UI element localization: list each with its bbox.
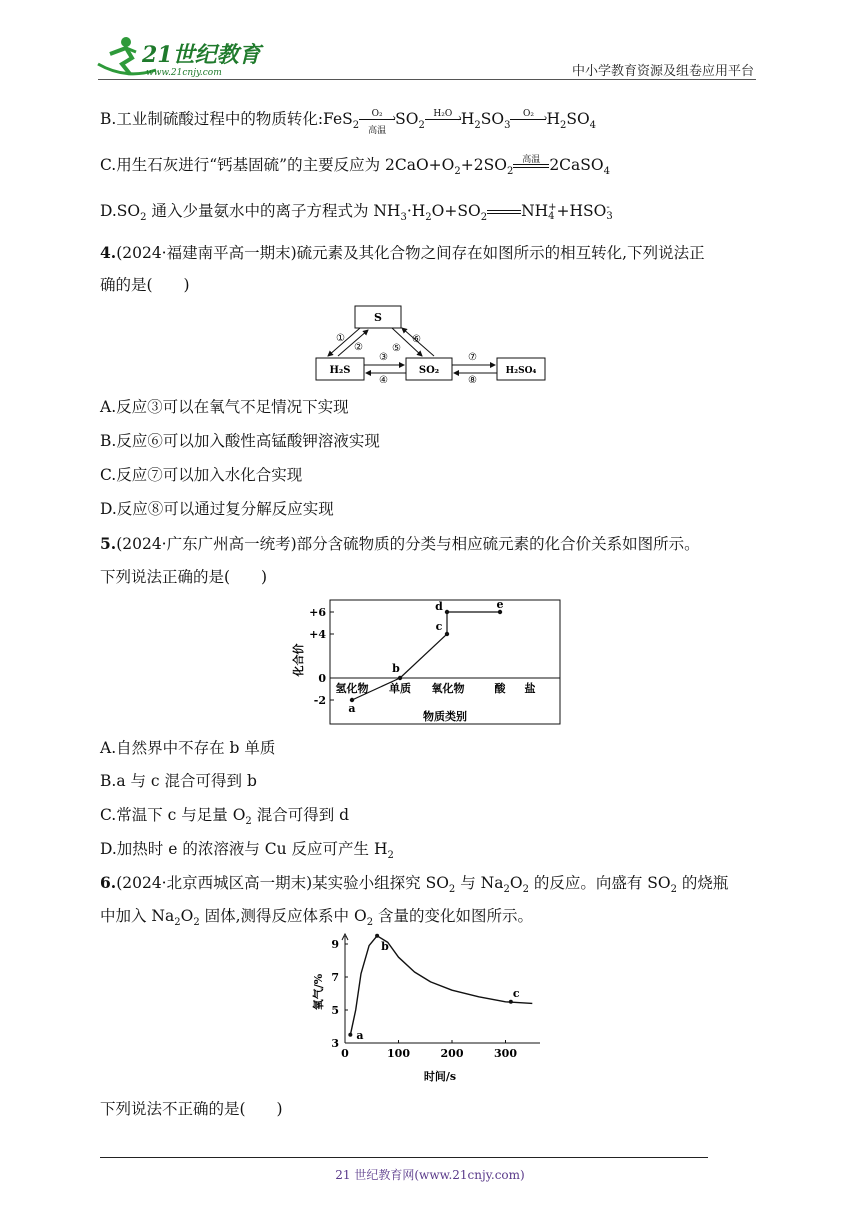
chart2-xlabel: 时间/s — [423, 1070, 457, 1083]
chart2-ylabel: 氧气/% — [312, 973, 325, 1011]
label-7: ⑦ — [468, 352, 477, 363]
chart1-category-label: 盐 — [524, 682, 536, 695]
q4-option-b: B.反应⑥可以加入酸性高锰酸钾溶液实现 — [100, 432, 380, 450]
arrow-o2-high-temp: O₂ › 高温 — [359, 109, 395, 131]
label-1: ① — [336, 333, 345, 344]
label-6: ⑥ — [412, 334, 421, 345]
label-3: ③ — [379, 352, 388, 363]
node-h2s-label: H₂S — [329, 365, 351, 376]
chart1-point-label: d — [435, 600, 443, 613]
chart1-xlabel: 物质类别 — [423, 710, 467, 723]
label-5: ⑤ — [392, 343, 401, 354]
chart2-xtick-label: 0 — [341, 1047, 349, 1060]
chart2-point-label: c — [512, 986, 520, 1000]
chart1-ytick-label: +6 — [309, 606, 326, 619]
footer-divider — [100, 1157, 708, 1158]
valence-chart — [290, 596, 565, 728]
q5-stem-line2: 下列说法正确的是( ) — [100, 568, 268, 586]
chart2-xtick-label: 100 — [387, 1047, 410, 1060]
chart2-point — [375, 934, 379, 938]
chart1-ytick-label: +4 — [309, 628, 326, 641]
footer-text: 21 世纪教育网(www.21cnjy.com) — [335, 1168, 525, 1182]
sulfur-conversion-diagram — [310, 303, 550, 383]
q5-stem-line1: 5.(2024·广东广州高一统考)部分含硫物质的分类与相应硫元素的化合价关系如图所示。 — [100, 534, 700, 553]
chart2-xtick-label: 300 — [494, 1047, 517, 1060]
chart1-point — [445, 632, 449, 636]
chart1-category-label: 氢化物 — [335, 682, 369, 695]
chart1-point-label: a — [348, 702, 356, 715]
chart1-ytick-label: 0 — [318, 672, 326, 685]
node-so2-label: SO₂ — [418, 365, 440, 376]
logo-text: 21世纪教育 — [142, 42, 261, 68]
site-logo — [96, 34, 266, 82]
chart1-category-label: 酸 — [494, 682, 506, 695]
chart1-frame — [330, 600, 560, 724]
q6-stem-line2: 中加入 $Na_2O_2$ 固体,测得反应体系中 $O_2$ 含量的变化如图所示。 — [100, 907, 534, 929]
chart1-ylabel: 化合价 — [292, 643, 305, 677]
chart1-category-label: 氧化物 — [431, 682, 465, 695]
q5-option-b: B.a 与 c 混合可得到 b — [100, 772, 257, 790]
chart1-category-label: 单质 — [389, 682, 411, 695]
q5-option-c: C.常温下 c 与足量 $O_2$ 混合可得到 d — [100, 806, 350, 828]
q4-option-a: A.反应③可以在氧气不足情况下实现 — [100, 398, 349, 416]
chart1-point-label: e — [496, 598, 504, 611]
q6-stem-line1: 6.(2024·北京西城区高一期末)某实验小组探究 $SO_2$ 与 $Na_2O_2$ 的反应。向盛有 $SO_2$ 的烧瓶 — [100, 873, 729, 896]
q5-option-a: A.自然界中不存在 b 单质 — [100, 739, 276, 757]
label-4: ④ — [379, 375, 388, 383]
node-h2so4-label: H₂SO₄ — [505, 366, 537, 376]
header-divider — [98, 79, 756, 80]
q3-option-c: C.用生石灰进行“钙基固硫”的主要反应为 $2CaO+O_2+2SO_2$ 高温 2CaSO$_4$ — [100, 155, 610, 178]
arrow-h2o: H₂O › — [425, 109, 461, 131]
arrow-o2: O₂ › — [510, 109, 546, 131]
label-2: ② — [354, 342, 363, 353]
chart1-point — [445, 610, 449, 614]
chart2-point — [509, 1000, 513, 1004]
q3-option-d: $D.SO_2$ 通入少量氨水中的离子方程式为 $NH_3\cdot H_2O+SO_2$ NH+ 4 +HSO- 3 — [100, 202, 613, 224]
equals-high-temp: 高温 — [513, 155, 549, 177]
chart1-point — [398, 676, 402, 680]
label-8: ⑧ — [468, 375, 477, 383]
chart2-ytick-label: 9 — [331, 938, 339, 951]
chart1-point-label: b — [392, 662, 400, 675]
chart1-point-label: c — [435, 620, 443, 633]
chart2-ytick-label: 3 — [331, 1037, 339, 1050]
chart2-point-label: b — [381, 939, 389, 953]
logo-url: www.21cnjy.com — [146, 68, 222, 78]
q5-option-d: D.加热时 e 的浓溶液与 Cu 反应可产生 $H_2$ — [100, 840, 394, 862]
q4-stem-line1: 4.(2024·福建南平高一期末)硫元素及其化合物之间存在如图所示的相互转化,下列说法正 — [100, 243, 705, 262]
q4-option-c: C.反应⑦可以加入水化合实现 — [100, 466, 303, 484]
node-s-label: S — [374, 311, 382, 324]
q6-stem-line3: 下列说法不正确的是( ) — [100, 1100, 283, 1118]
chart2-series-line — [350, 936, 532, 1035]
chart2-ytick-label: 7 — [331, 971, 339, 984]
q4-stem-line2: 确的是( ) — [100, 276, 190, 294]
q3-option-b: B.工业制硫酸过程中的物质转化:FeS$_2$ O₂ › 高温 $SO_2$ H₂O › $H_2SO_3$ O₂ › $H_2SO_4$ — [100, 109, 597, 136]
header-platform-text: 中小学教育资源及组卷应用平台 — [571, 64, 754, 79]
chart1-ytick-label: -2 — [313, 694, 326, 707]
chart2-ytick-label: 5 — [331, 1004, 339, 1017]
chart2-point — [348, 1033, 352, 1037]
q4-option-d: D.反应⑧可以通过复分解反应实现 — [100, 500, 334, 518]
oxygen-chart — [300, 930, 550, 1085]
chart2-xtick-label: 200 — [440, 1047, 464, 1060]
chart2-point-label: a — [356, 1028, 364, 1042]
